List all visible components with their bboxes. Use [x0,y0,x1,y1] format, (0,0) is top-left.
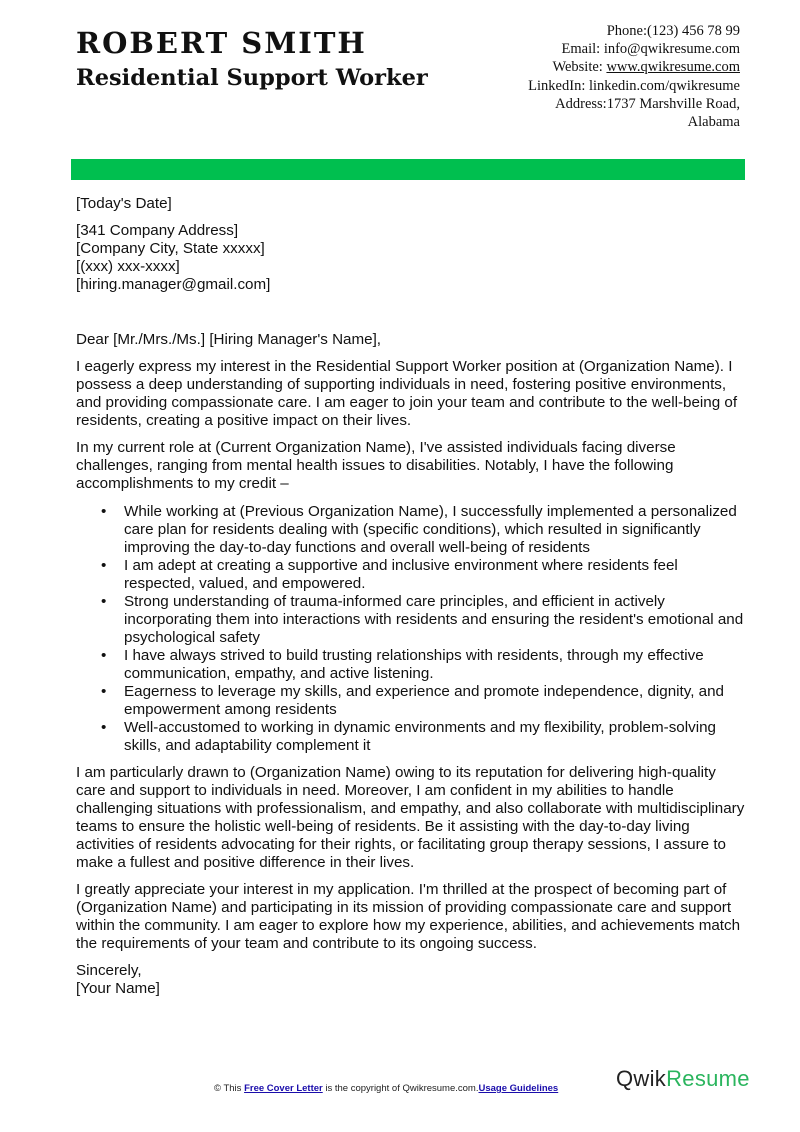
phone: Phone:(123) 456 78 99 [606,23,740,39]
logo-part: Resume [666,1066,750,1091]
paragraph-2: In my current role at (Current Organization Name), I've assisted individuals facing diverse challenges, ranging from mental health issues to disabilities. Notably, I have the following accomplishments to my credit – [76,439,676,492]
paragraph-4: I greatly appreciate your interest in my application. I'm thrilled at the prospect of becoming part of (Organization Name) and participating in its mission of providing compassionate care and support within the community. I am eager to explore how my experience, abilities, and achievements match the requirements of your team and contribute to its ongoing success. [76,881,741,952]
address-line2: Alabama [687,114,740,131]
list-item: • Strong understanding of trauma-informed care principles, and efficient in actively incorporating them into interactions with residents and ensuring the resident's emotional and psychological safety [124,593,748,647]
footer-copyright [214,1080,558,1098]
email: Email: info@qwikresume.com [561,41,740,58]
website [528,58,740,76]
company-city: [Company City, State xxxxx] [76,240,265,257]
list-item: • I have always strived to build trusting relationships with residents, through my effective communication, empathy, and active listening. [124,647,748,683]
list-item: • I am adept at creating a supportive and inclusive environment where residents feel respected, valued, and empowered. [124,557,748,593]
usage-guidelines-link[interactable]: Usage Guidelines [478,1083,559,1094]
linkedin: LinkedIn: linkedin.com/qwikresume [528,77,740,94]
contact-block [528,22,740,131]
letter-body [76,195,748,998]
salutation: Dear [Mr./Mrs./Ms.] [Hiring Manager's Name], [76,331,382,348]
website-label: Website: [552,59,607,76]
copyright-icon: © [214,1083,221,1094]
company-address: [341 Company Address] [76,222,239,239]
list-item: • Eagerness to leverage my skills, and experience and promote independence, dignity, and empowerment among residents [124,683,748,719]
list-item: • Well-accustomed to working in dynamic environments and my flexibility, problem-solving skills, and adaptability complement it [124,719,748,755]
website-link[interactable]: www.qwikresume.com [606,59,740,76]
logo-part: Qwik [616,1066,667,1091]
accent-divider [71,159,745,180]
signature: [Your Name] [76,980,160,997]
paragraph-3: I am particularly drawn to (Organization Name) owing to its reputation for delivering high-quality care and support to individuals in need. Moreover, I am confident in my abilities to handle challenging situations with professionalism, and empathy, and also collaborate with multidisciplinary teams to ensure the holistic well-being of residents. Be it assisting with the day-to-day living activities of residents advocating for their rights, or facilitating group therapy sessions, I assure to make a fullest and positive difference in their lives. [76,764,745,871]
accomplishments-list [76,503,748,755]
job-title: Residential Support Worker [76,65,428,91]
list-item: • While working at (Previous Organization Name), I successfully implemented a personalized care plan for residents dealing with (specific conditions), which resulted in significantly improving the day-to-day functions and overall well-being of residents [124,503,748,557]
applicant-name: ROBERT SMITH [76,26,367,60]
footer-text: This [221,1083,245,1094]
paragraph-1: I eagerly express my interest in the Residential Support Worker position at (Organization Name). I possess a deep understanding of supporting individuals in need, fostering positive environments, and providing compassionate care. I am eager to join your team and contribute to the well-being of residents, creating a positive impact on their lives. [76,358,738,429]
company-phone: [(xxx) xxx-xxxx] [76,258,180,275]
free-cover-letter-link[interactable]: Free Cover Letter [244,1083,323,1094]
qwikresume-logo [616,1066,750,1091]
closing: Sincerely, [76,962,142,979]
date: [Today's Date] [76,195,172,212]
footer-text: is the copyright of Qwikresume.com. [322,1083,479,1094]
company-email: [hiring.manager@gmail.com] [76,276,271,293]
address-line1: Address:1737 Marshville Road, [555,95,740,112]
